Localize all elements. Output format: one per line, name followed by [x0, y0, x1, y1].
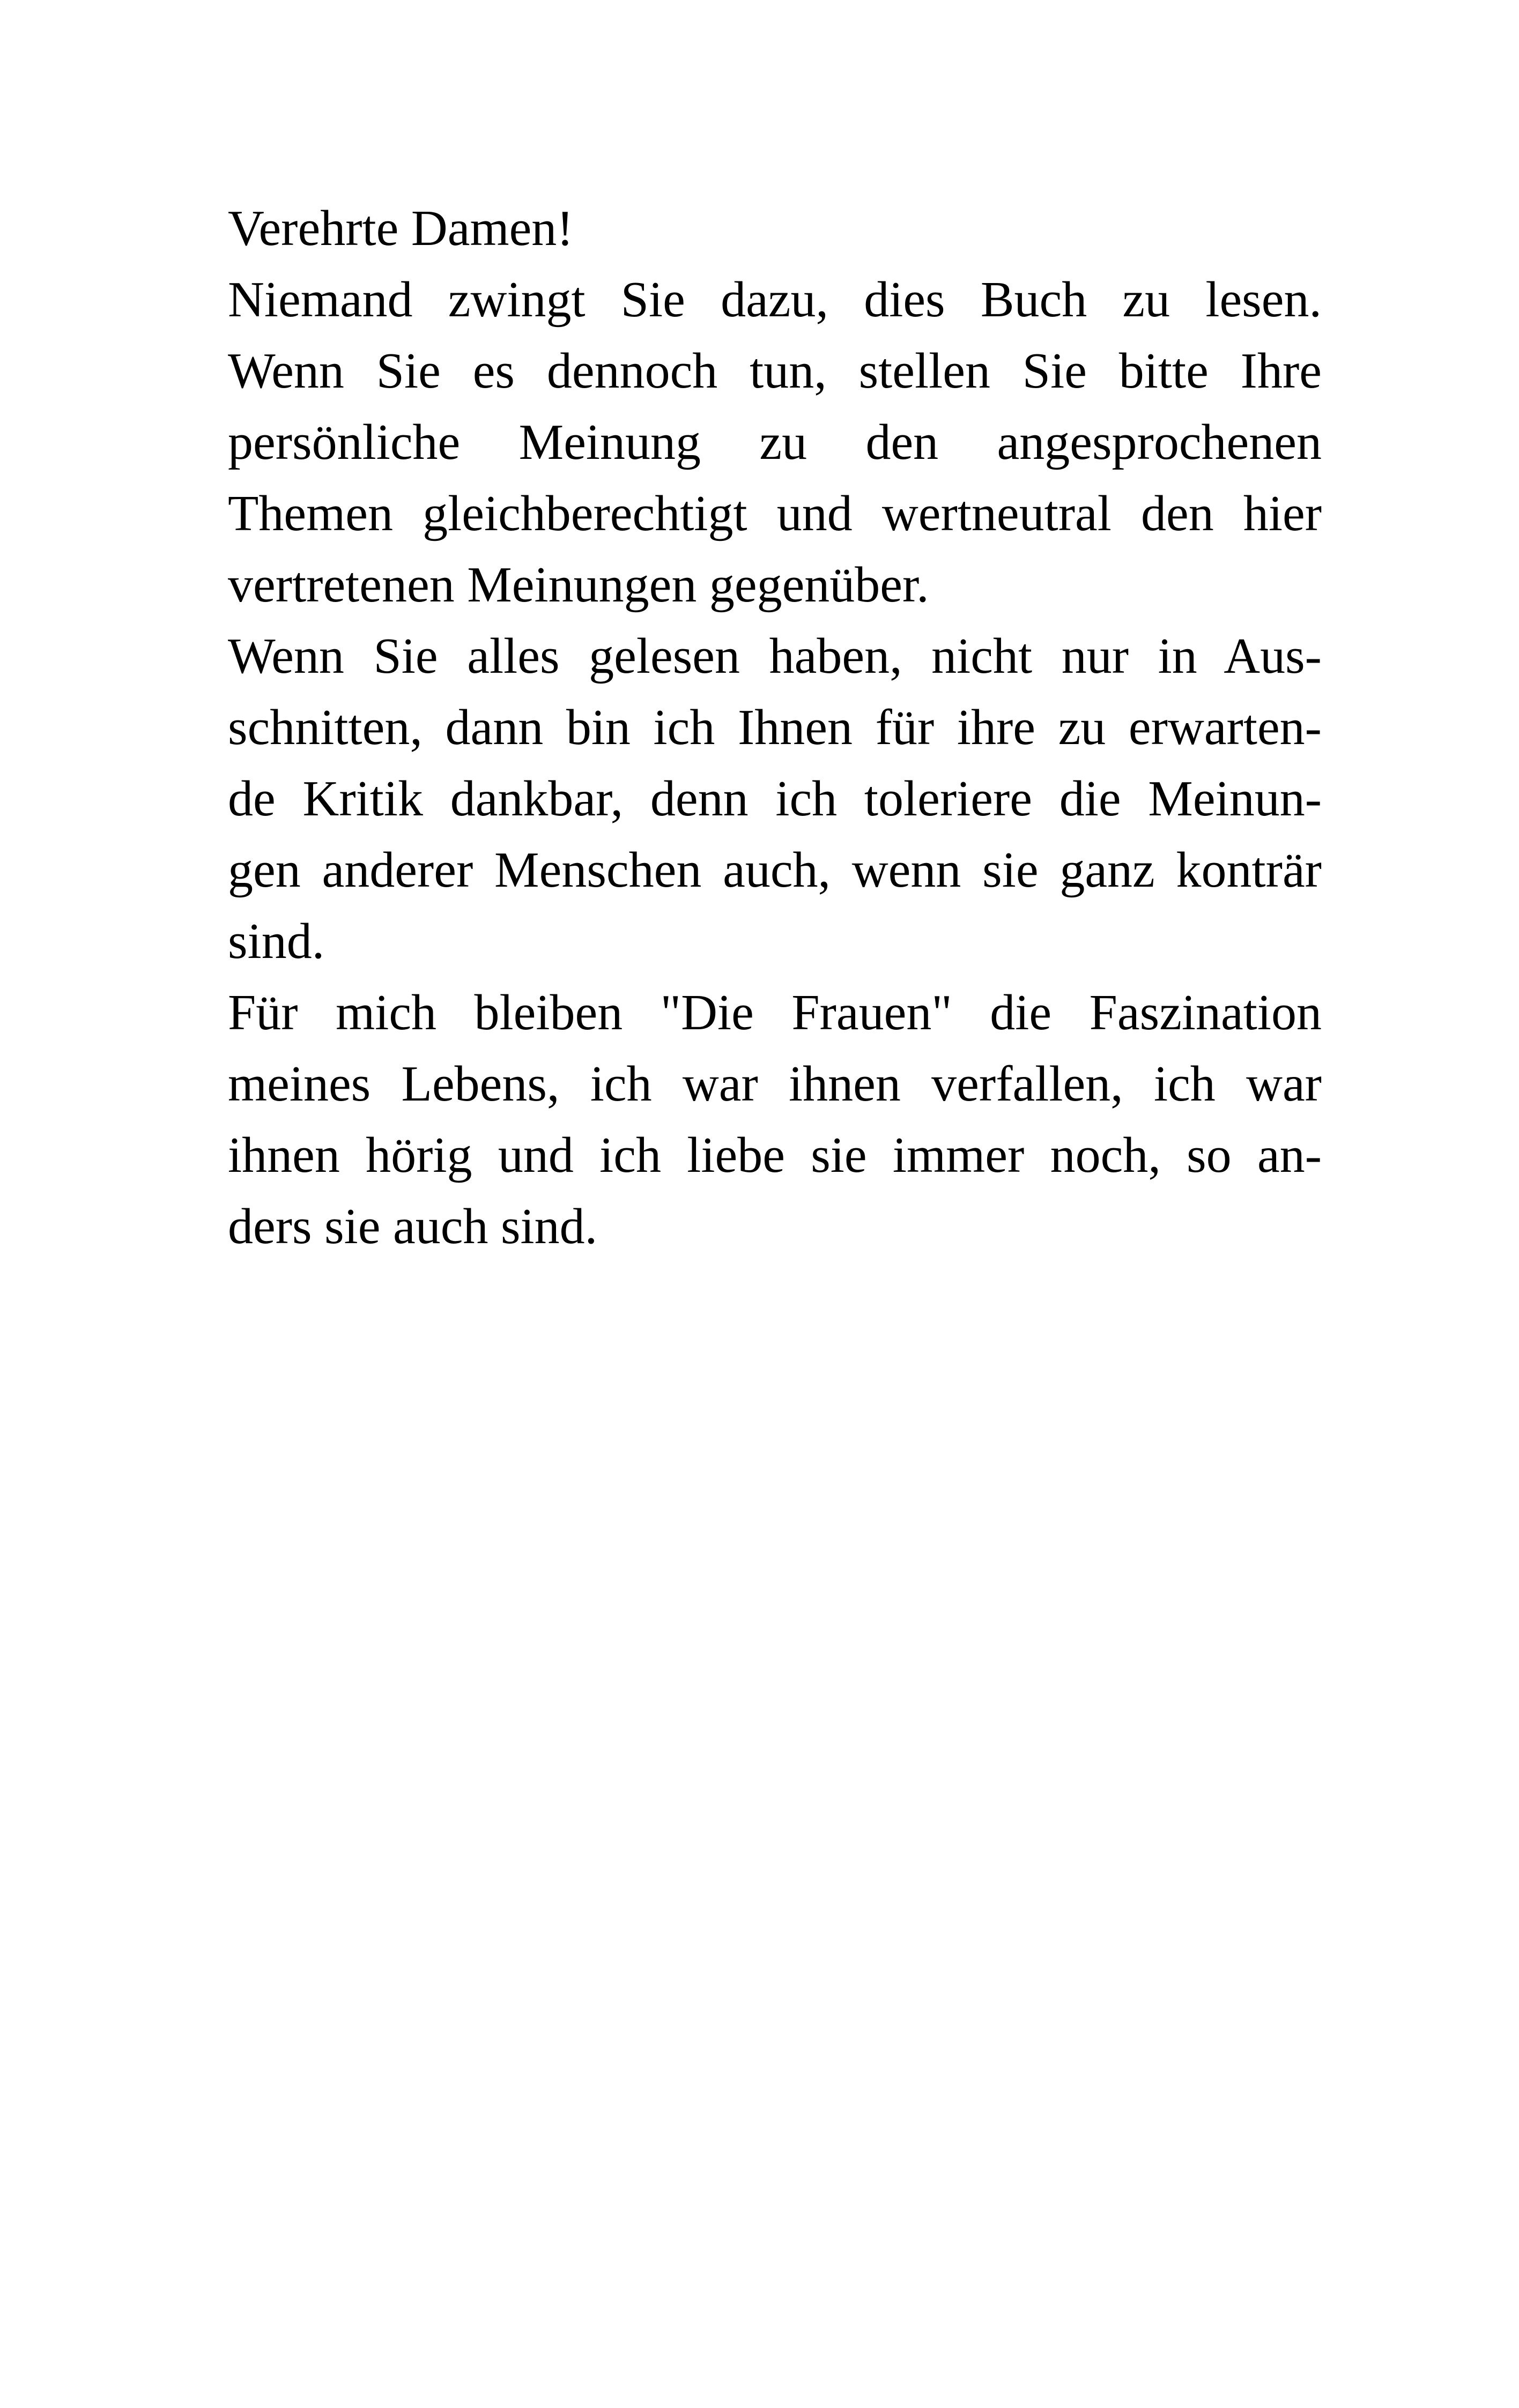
text-line: ihnen hörig und ich liebe sie immer noch, so an- — [228, 1127, 1322, 1183]
text-line: Für mich bleiben "Die Frauen" die Faszination — [228, 985, 1322, 1041]
text-line: meines Lebens, ich war ihnen verfallen, ich war — [228, 1056, 1322, 1112]
text-line: de Kritik dankbar, denn ich toleriere die Meinun- — [228, 771, 1322, 827]
text-line: Wenn Sie es dennoch tun, stellen Sie bitte Ihre — [228, 343, 1322, 399]
text-line: ders sie auch sind. — [228, 1199, 598, 1254]
text-line: persönliche Meinung zu den angesprochenen — [228, 414, 1322, 470]
text-line: gen anderer Menschen auch, wenn sie ganz konträr — [228, 842, 1322, 898]
text-line: schnitten, dann bin ich Ihnen für ihre zu erwarten- — [228, 700, 1322, 755]
text-line: Themen gleichberechtigt und wertneutral den hier — [228, 486, 1322, 541]
greeting-line: Verehrte Damen! — [228, 200, 574, 256]
text-line: sind. — [228, 913, 325, 969]
body-text — [228, 193, 1322, 1262]
text-line: vertretenen Meinungen gegenüber. — [228, 557, 929, 613]
text-line: Wenn Sie alles gelesen haben, nicht nur in Aus- — [228, 628, 1322, 684]
text-line: Niemand zwingt Sie dazu, dies Buch zu lesen. — [228, 272, 1322, 328]
